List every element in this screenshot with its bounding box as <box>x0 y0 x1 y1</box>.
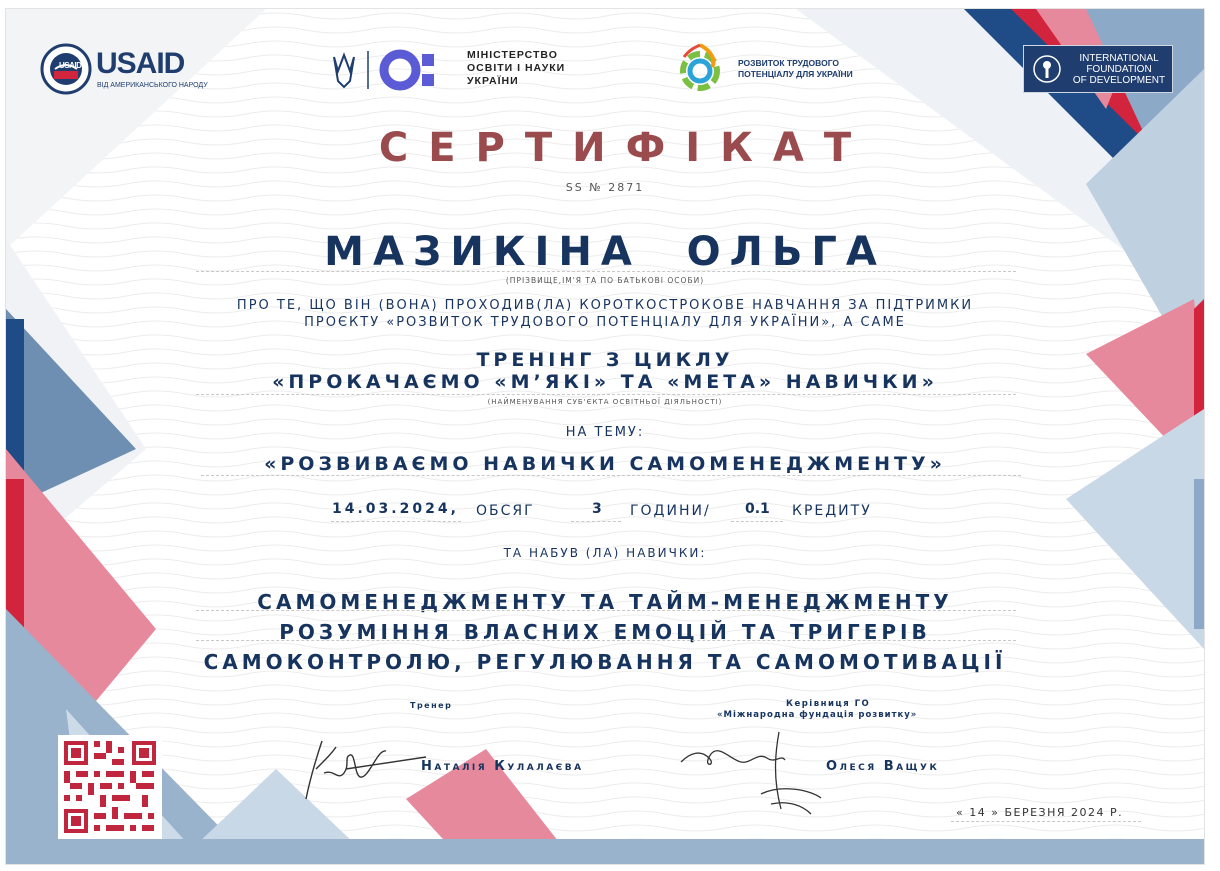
project-logo <box>676 43 876 95</box>
usaid-logo <box>40 43 210 95</box>
hours-value: 3 <box>592 501 602 517</box>
volume-label: ОБСЯГ <box>476 503 535 519</box>
credits-value: 0.1 <box>745 501 770 517</box>
date-underline <box>331 521 461 522</box>
certificate-number: SS № 2871 <box>565 181 645 194</box>
usaid-subtitle: ВІД АМЕРИКАНСЬКОГО НАРОДУ <box>97 82 208 89</box>
ministry-line-3: УКРАЇНИ <box>467 75 519 87</box>
topic-label: НА ТЕМУ: <box>565 425 645 440</box>
recipient-name: МАЗИКІНА ОЛЬГА <box>324 229 886 275</box>
skill-item: САМОКОНТРОЛЮ, РЕГУЛЮВАННЯ ТА САМОМОТИВАЦІЇ <box>203 650 1007 674</box>
trainer-role: Тренер <box>410 701 453 710</box>
ministry-line-1: МІНІСТЕРСТВО <box>467 49 558 61</box>
hours-label: ГОДИНИ/ <box>630 503 711 519</box>
ifd-name <box>1070 53 1168 86</box>
training-caption: (НАЙМЕНУВАННЯ СУБ'ЄКТА ОСВІТНЬОЇ ДІЯЛЬНОСТІ) <box>487 398 723 406</box>
credits-label: КРЕДИТУ <box>792 503 872 519</box>
trainer-signature <box>286 729 436 809</box>
issue-date-underline <box>951 821 1141 822</box>
project-name <box>738 58 853 80</box>
certificate-page <box>5 8 1205 865</box>
training-underline <box>196 394 1016 395</box>
director-role: Керівниця ГО <box>786 699 871 709</box>
usaid-seal-text: USAID <box>59 61 82 70</box>
director-organization: «Міжнародна фундація розвитку» <box>717 710 918 720</box>
skills-label: ТА НАБУВ (ЛА) НАВИЧКИ: <box>503 546 707 560</box>
topic-underline <box>201 475 1021 476</box>
project-line-1: РОЗВИТОК ТРУДОВОГО <box>738 58 840 68</box>
training-line-1: ТРЕНІНГ З ЦИКЛУ <box>476 349 734 371</box>
usaid-wordmark <box>96 47 184 81</box>
credits-underline <box>731 521 783 522</box>
ministry-logo <box>328 45 568 95</box>
director-name: Олеся Ващук <box>826 759 940 774</box>
ifd-line-1: INTERNATIONAL <box>1079 53 1159 64</box>
topic-title: «РОЗВИВАЄМО НАВИЧКИ САМОМЕНЕДЖМЕНТУ» <box>264 453 946 475</box>
ifd-emblem-icon <box>1032 54 1062 84</box>
director-signature <box>671 724 831 819</box>
hours-underline <box>571 521 621 522</box>
skill-underline <box>196 640 1016 641</box>
project-line-2: ПОТЕНЦІАЛУ ДЛЯ УКРАЇНИ <box>738 69 853 79</box>
ministry-emblem-icon <box>328 47 438 93</box>
project-gear-icon <box>676 43 726 95</box>
qr-code <box>58 735 162 839</box>
training-line-2: «ПРОКАЧАЄМО «М’ЯКІ» ТА «МЕТА» НАВИЧКИ» <box>272 371 938 393</box>
trainer-name: Наталія Кулалаєва <box>421 759 584 774</box>
skill-underline <box>196 610 1016 611</box>
ministry-line-2: ОСВІТИ І НАУКИ <box>467 62 566 74</box>
certificate-title: СЕРТИФІКАТ <box>378 125 872 171</box>
name-underline <box>196 271 1016 272</box>
ifd-line-2: FOUNDATION <box>1086 64 1152 75</box>
issue-date: « 14 » БЕРЕЗНЯ 2024 Р. <box>956 806 1124 819</box>
name-caption: (ПРІЗВИЩЕ,ІМ'Я ТА ПО БАТЬКОВІ ОСОБИ) <box>505 276 705 285</box>
statement-line-1: ПРО ТЕ, ЩО ВІН (ВОНА) ПРОХОДИВ(ЛА) КОРОТКОСТРОКОВЕ НАВЧАННЯ ЗА ПІДТРИМКИ <box>236 298 974 313</box>
ifd-line-3: OF DEVELOPMENT <box>1072 75 1166 86</box>
skill-item: РОЗУМІННЯ ВЛАСНИХ ЕМОЦІЙ ТА ТРИГЕРІВ <box>279 620 931 644</box>
course-date: 14.03.2024, <box>332 501 459 517</box>
skill-item: САМОМЕНЕДЖМЕНТУ ТА ТАЙМ-МЕНЕДЖМЕНТУ <box>257 590 953 614</box>
usaid-name: USAID <box>96 47 185 80</box>
statement-line-2: ПРОЄКТУ «РОЗВИТОК ТРУДОВОГО ПОТЕНЦІАЛУ ДЛЯ УКРАЇНИ», А САМЕ <box>304 315 906 330</box>
ministry-name <box>467 49 565 88</box>
ifd-logo <box>1023 45 1173 93</box>
